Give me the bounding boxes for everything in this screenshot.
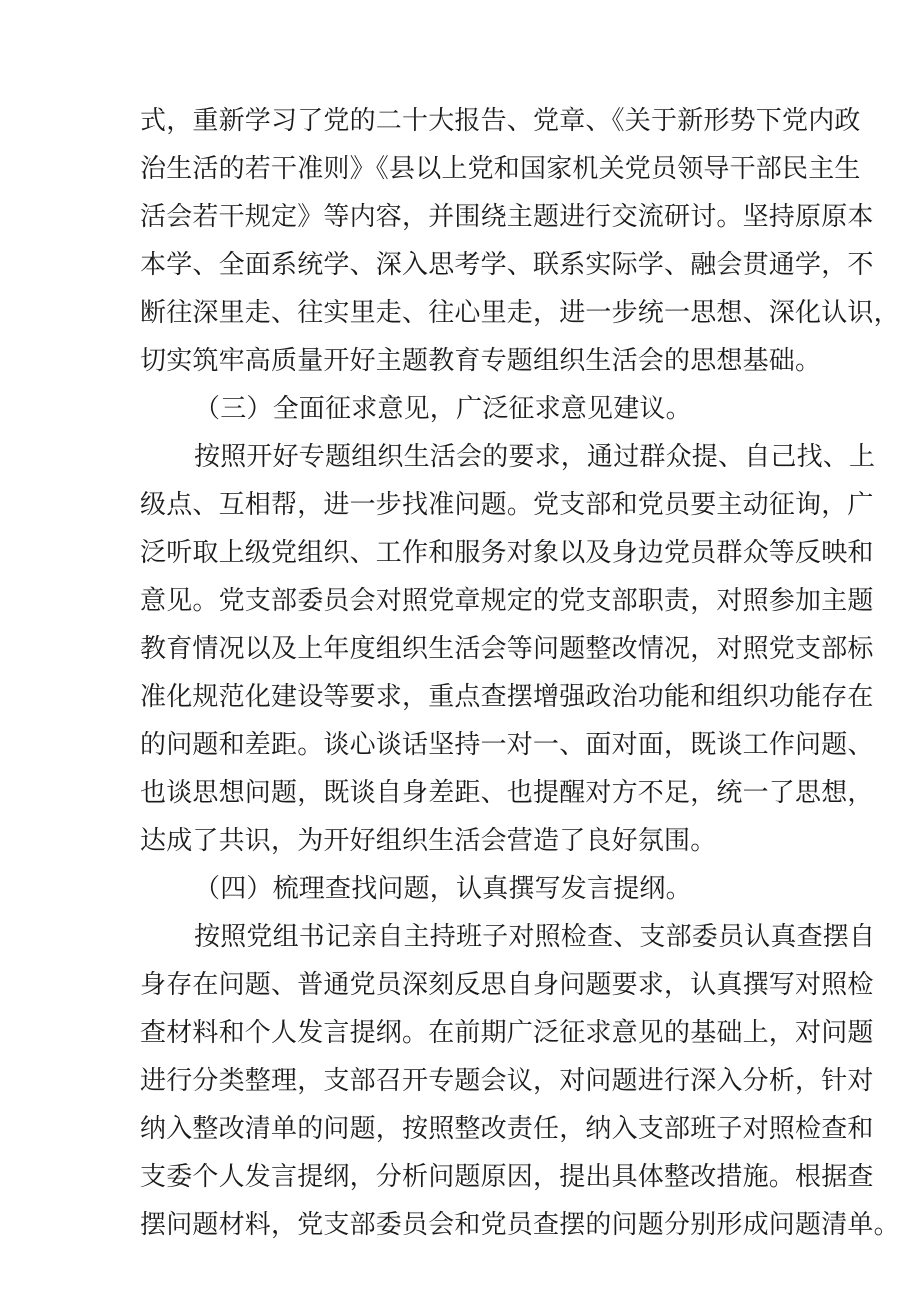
section-heading-3: （三）全面征求意见，广泛征求意见建议。: [194, 394, 692, 424]
paragraph-3-line-1: 按照党组书记亲自主持班子对照检查、支部委员认真查摆自: [194, 922, 876, 952]
paragraph-2-line-8: 也谈思想问题，既谈自身差距、也提醒对方不足，统一了思想，: [140, 778, 874, 808]
paragraph-3-line-3: 查材料和个人发言提纲。在前期广泛征求意见的基础上，对问题: [140, 1018, 874, 1048]
paragraph-2-line-7: 的问题和差距。谈心谈话坚持一对一、面对面，既谈工作问题、: [140, 730, 874, 760]
paragraph-3-line-5: 纳入整改清单的问题，按照整改责任，纳入支部班子对照检查和: [140, 1114, 874, 1144]
paragraph-2-line-2: 级点、互相帮，进一步找准问题。党支部和党员要主动征询，广: [140, 490, 874, 520]
paragraph-1-line-6: 切实筑牢高质量开好主题教育专题组织生活会的思想基础。: [140, 346, 822, 376]
paragraph-3-line-6: 支委个人发言提纲，分析问题原因，提出具体整改措施。根据查: [140, 1162, 874, 1192]
section-heading-4: （四）梳理查找问题，认真撰写发言提纲。: [194, 874, 692, 904]
paragraph-2-line-3: 泛听取上级党组织、工作和服务对象以及身边党员群众等反映和: [140, 538, 874, 568]
paragraph-2-line-5: 教育情况以及上年度组织生活会等问题整改情况，对照党支部标: [140, 634, 874, 664]
paragraph-1-line-1: 式，重新学习了党的二十大报告、党章、《关于新形势下党内政: [140, 106, 861, 136]
paragraph-1-line-4: 本学、全面系统学、深入思考学、联系实际学、融会贯通学，不: [140, 250, 874, 280]
paragraph-3-line-2: 身存在问题、普通党员深刻反思自身问题要求，认真撰写对照检: [140, 970, 874, 1000]
paragraph-2-line-6: 准化规范化建设等要求，重点查摆增强政治功能和组织功能存在: [140, 682, 874, 712]
paragraph-3-line-7: 摆问题材料，党支部委员会和党员查摆的问题分别形成问题清单。: [140, 1210, 900, 1240]
paragraph-2-line-4: 意见。党支部委员会对照党章规定的党支部职责，对照参加主题: [140, 586, 874, 616]
paragraph-2-line-9: 达成了共识，为开好组织生活会营造了良好氛围。: [140, 826, 717, 856]
paragraph-1-line-2: 治生活的若干准则》《县以上党和国家机关党员领导干部民主生: [140, 154, 861, 184]
paragraph-2-line-1: 按照开好专题组织生活会的要求，通过群众提、自己找、上: [194, 442, 876, 472]
paragraph-1-line-5: 断往深里走、往实里走、往心里走，进一步统一思想、深化认识，: [140, 298, 900, 328]
paragraph-3-line-4: 进行分类整理，支部召开专题会议，对问题进行深入分析，针对: [140, 1066, 874, 1096]
paragraph-1-line-3: 活会若干规定》等内容，并围绕主题进行交流研讨。坚持原原本: [140, 202, 874, 232]
